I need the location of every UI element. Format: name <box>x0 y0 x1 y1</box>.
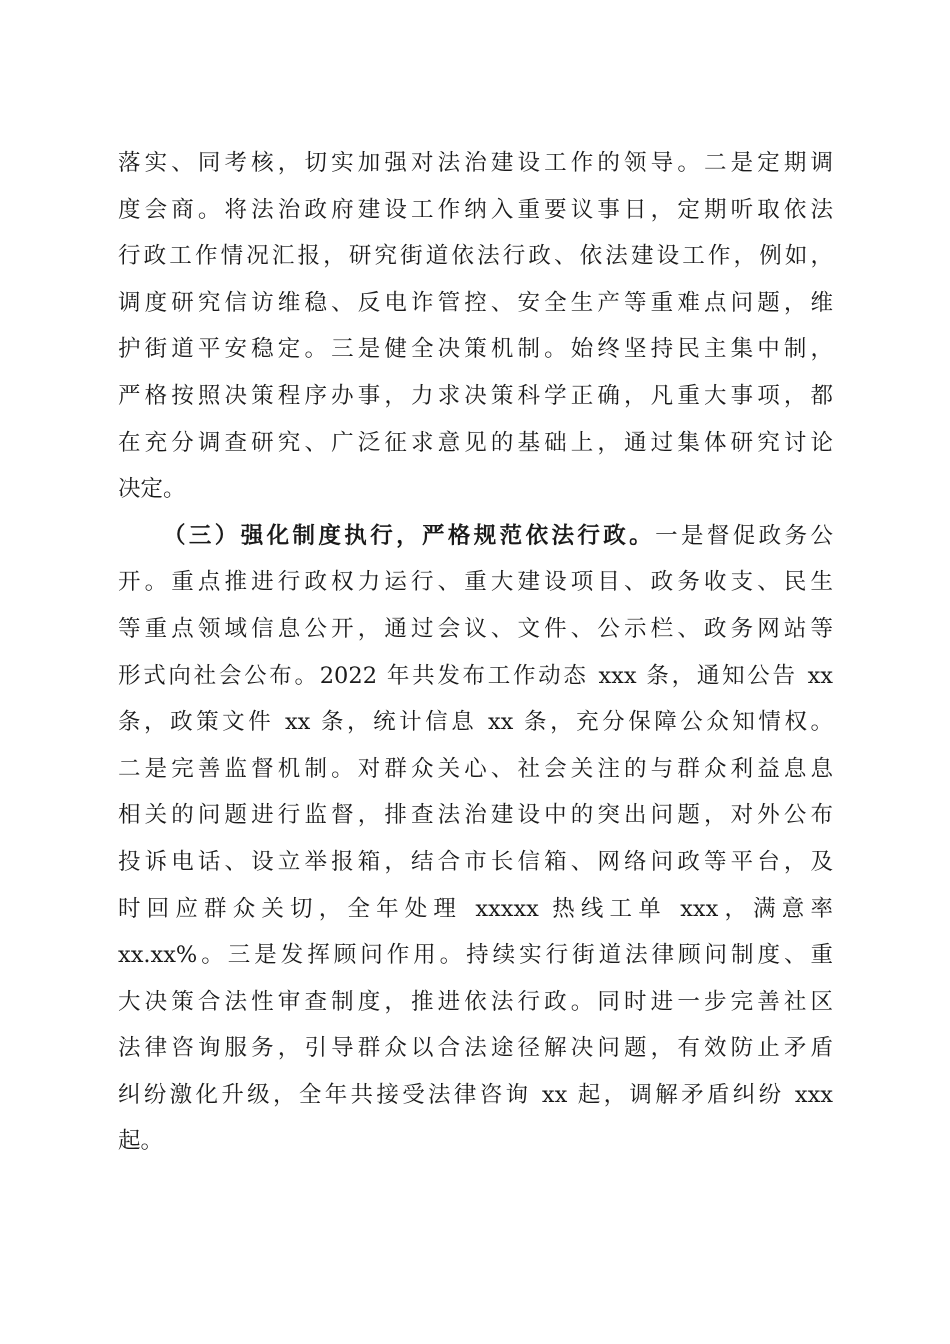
paragraph-line: 时回应群众关切，全年处理 xxxxx 热线工单 xxx，满意率 <box>118 895 833 922</box>
paragraph-line: 形式向社会公布。2022 年共发布工作动态 xxx 条，通知公告 xx <box>118 662 833 689</box>
paragraph-line: xx.xx%。三是发挥顾问作用。持续实行街道法律顾问制度、重 <box>118 942 833 969</box>
paragraph-line: 决定。 <box>118 476 186 503</box>
paragraph-line: 条，政策文件 xx 条，统计信息 xx 条，充分保障公众知情权。 <box>118 709 833 736</box>
paragraph-text: 一是督促政务公 <box>655 522 833 549</box>
paragraph-first-line <box>118 513 833 560</box>
paragraph-line: 相关的问题进行监督，排查法治建设中的突出问题，对外公布 <box>118 802 833 829</box>
paragraph-line: 在充分调查研究、广泛征求意见的基础上，通过集体研究讨论 <box>118 429 833 456</box>
paragraph-line: 二是完善监督机制。对群众关心、社会关注的与群众利益息息 <box>118 755 833 782</box>
paragraph-line: 大决策合法性审查制度，推进依法行政。同时进一步完善社区 <box>118 988 833 1015</box>
paragraph-line: 纠纷激化升级，全年共接受法律咨询 xx 起，调解矛盾纠纷 xxx <box>118 1081 833 1108</box>
section-heading: （三）强化制度执行，严格规范依法行政。 <box>163 522 656 549</box>
paragraph-line: 严格按照决策程序办事，力求决策科学正确，凡重大事项，都 <box>118 382 833 409</box>
paragraph-1 <box>118 140 833 513</box>
paragraph-line: 度会商。将法治政府建设工作纳入重要议事日，定期听取依法 <box>118 196 833 223</box>
paragraph-line: 起。 <box>118 1128 164 1155</box>
paragraph-line: 落实、同考核，切实加强对法治建设工作的领导。二是定期调 <box>118 150 833 176</box>
document-body <box>118 140 833 1165</box>
paragraph-line: 等重点领域信息公开，通过会议、文件、公示栏、政务网站等 <box>118 615 833 642</box>
paragraph-line: 护街道平安稳定。三是健全决策机制。始终坚持民主集中制， <box>118 336 833 363</box>
paragraph-line: 投诉电话、设立举报箱，结合市长信箱、网络问政等平台，及 <box>118 848 833 875</box>
paragraph-line: 行政工作情况汇报，研究街道依法行政、依法建设工作，例如， <box>118 243 833 270</box>
paragraph-line: 开。重点推进行政权力运行、重大建设项目、政务收支、民生 <box>118 569 833 596</box>
paragraph-line: 法律咨询服务，引导群众以合法途径解决问题，有效防止矛盾 <box>118 1035 833 1062</box>
paragraph-line: 调度研究信访维稳、反电诈管控、安全生产等重难点问题，维 <box>118 289 833 316</box>
paragraph-2 <box>118 513 833 1165</box>
